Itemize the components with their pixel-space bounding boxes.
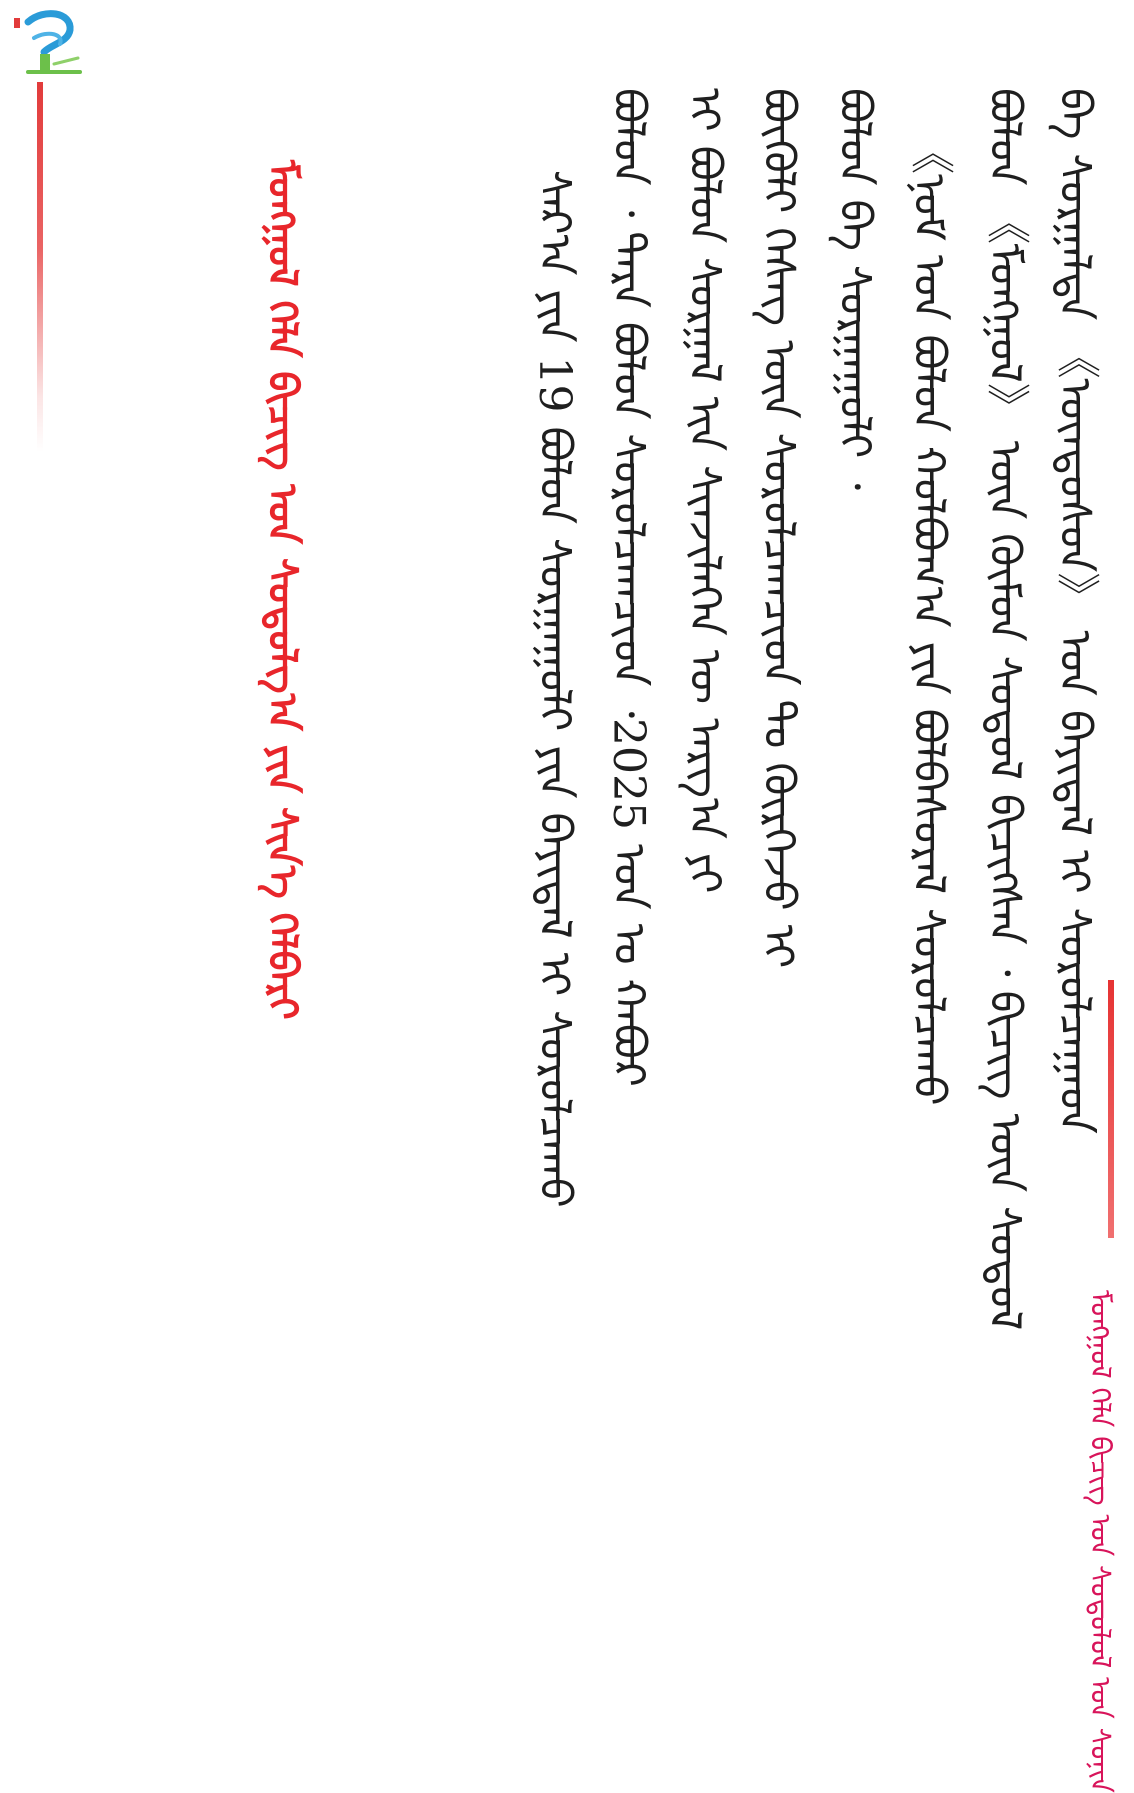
body-text-line: ᠪᠠ ᠰᠤᠷᠭᠠᠯᠲᠠ 《ᠦᠨᠳᠦᠰᠦᠨ》 ᠤᠨ ᠪᠠᠶᠢᠳᠠᠯ ᠢ ᠰᠤᠷᠤᠯᠴᠠᠭᠠᠳ: [1049, 88, 1100, 1134]
body-text-line: ᠢ ᠪᠣᠯᠤᠨ ᠰᠤᠷᠭᠠᠯ ᠢᠨ ᠰᠢᠨᠵᠢᠯᠡᠭᠡᠨ ᠦ ᠠᠷᠭ᠎ᠠ ᠶᠢ: [679, 88, 730, 894]
left-decorative-rule: [37, 82, 43, 452]
body-text-line: ᠰᠠᠷ᠎ᠠ ᠶᠢᠨ 19 ᠪᠣᠯᠤᠨ ᠰᠤᠷᠭᠠᠭᠤᠯᠢ ᠶᠢᠨ ᠪᠠᠶᠢᠳᠠᠯ ᠢ ᠰᠤᠷᠤᠯᠴᠠᠬᠤ: [529, 170, 580, 1208]
body-text-line: ᠪᠦᠬᠦᠯᠢ ᠬᠡᠰᠡᠭ ᠦᠨ ᠰᠤᠷᠤᠯᠴᠠᠭᠴᠢᠳ ᠲᠤ ᠬᠦᠷᠭᠡᠵᠦ ᠢ: [753, 88, 804, 969]
author-byline: ᠮᠣᠩᠭᠣᠯ ᠬᠡᠯᠡ ᠪᠢᠴᠢᠭ ᠤᠨ ᠰᠤᠳᠤᠯᠤᠯ ᠤᠨ ᠰᠣᠨᠢᠨ: [1084, 1290, 1117, 1793]
body-text-line: ᠪᠣᠯᠤᠨ 《ᠮᠣᠩᠭᠣᠯ》 ᠦᠨ ᠬᠦᠮᠦᠨ ᠰᠤᠳᠤᠯ ᠪᠢᠴᠢᠭᠰᠡᠨ ᠂ ᠪᠢᠴᠢᠭ ᠦᠨ ᠰᠤᠳᠤᠯ: [979, 88, 1030, 1331]
page-title: ᠮᠣᠩᠭᠣᠯ ᠬᠡᠯᠡ ᠪᠢᠴᠢᠭ ᠤᠨ ᠰᠤᠳᠤᠯᠭ᠎ᠠ ᠶᠢᠨ ᠰᠢᠨ᠎ᠡ ᠬᠡᠯᠪᠡᠷᠢ: [259, 160, 305, 1020]
logo-icon: [14, 8, 86, 78]
right-decorative-rule: [1108, 980, 1114, 1238]
body-text-line: 《ᠨᠣᠮ ᠤᠨ ᠪᠣᠯᠤᠨ ᠬᠣᠯᠪᠣᠭ᠎ᠠ ᠶᠢᠨ ᠪᠣᠯᠪᠠᠰᠤᠷᠠᠯ ᠰᠤᠷᠤᠯᠴᠠᠬᠤ: [903, 130, 954, 1106]
body-text-line: ᠪᠣᠯᠤᠨ ᠪᠠ ᠰᠤᠷᠭᠠᠭᠤᠯᠢ ᠂: [829, 88, 880, 491]
body-text-line: ᠪᠣᠯᠤᠨ ᠂ ᠲᠡᠷᠡ ᠪᠣᠯᠤᠨ ᠰᠤᠷᠤᠯᠴᠠᠭᠴᠢᠳ ᠂2025 ᠣᠨ ᠤ ᠬᠠᠪᠤᠷ: [603, 88, 654, 1087]
